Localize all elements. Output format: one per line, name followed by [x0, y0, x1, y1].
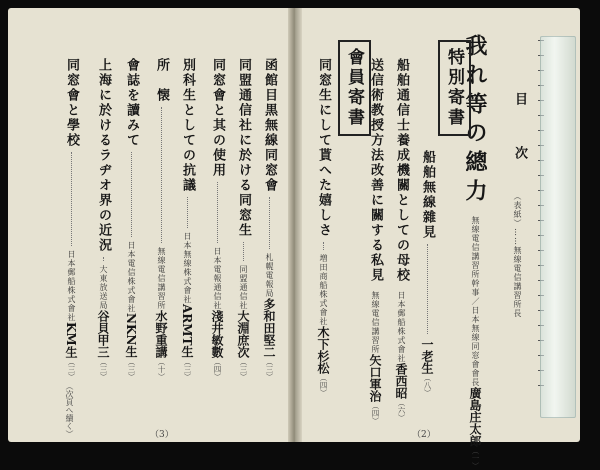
page-number-left: （3）	[150, 430, 174, 440]
member-item-0-leader	[323, 242, 325, 250]
left-item-4-page-ref: （十）	[157, 357, 166, 380]
left-item-7-page-ref: （三）	[67, 357, 76, 380]
member-item-0-title: 同窓生にして貰へた嬉しさ	[316, 58, 331, 238]
left-item-2-affiliation: 日本電報通信社	[213, 246, 222, 310]
left-item-0-page-ref: （三）	[265, 357, 274, 380]
special-item-2-affiliation: 無線電信講習所	[371, 291, 380, 354]
left-item-4	[152, 58, 171, 380]
left-item-1-page-ref: （三）	[239, 357, 248, 380]
main-entry-affiliation: 無線電信講習所幹事／日本無線同窓會會長	[471, 216, 480, 387]
special-item-0-leader	[427, 244, 429, 334]
left-item-5	[122, 58, 141, 380]
left-item-2-title: 同窓會と其の使用	[210, 58, 225, 178]
special-item-1	[392, 58, 411, 422]
left-item-3	[178, 58, 197, 380]
left-item-1-leader	[243, 242, 245, 261]
left-item-0-title: 函館目黒無線同窓會	[262, 58, 277, 193]
left-item-0-leader	[269, 197, 271, 249]
special-item-1-title: 船舶通信士養成機關としての母校	[394, 58, 409, 283]
section-special: 特別寄書	[438, 40, 471, 136]
left-item-1-affiliation: 同盟通信社	[239, 264, 248, 310]
cover-note: （表紙）……無線電信講習所長	[513, 192, 522, 318]
left-item-2-author: 淺井敏數	[210, 309, 224, 358]
special-item-0-page-ref: （八）	[423, 373, 432, 396]
left-item-6-author: 谷貝甲三	[96, 309, 110, 358]
left-item-7-author: KM生	[64, 321, 78, 358]
member-item-0-page-ref: （四）	[319, 373, 328, 396]
page-number-right: （2）	[412, 430, 436, 440]
left-item-5-leader	[131, 152, 133, 237]
left-item-3-affiliation: 日本無線株式會社	[183, 232, 192, 304]
special-item-1-author: 香西昭	[394, 363, 408, 399]
left-item-5-affiliation: 日本電信株式會社	[127, 241, 136, 314]
left-item-0-affiliation: 札幌電報局	[265, 252, 274, 298]
continued-note: （次頁へ續く）	[65, 382, 74, 438]
left-item-6-affiliation: 大東放送局	[99, 264, 108, 310]
special-item-1-affiliation: 日本郵船株式會社	[397, 291, 406, 363]
left-item-4-author: 水野重講	[154, 309, 168, 358]
main-entry-title: 我れ等の總力	[462, 34, 488, 208]
left-item-2	[208, 58, 227, 380]
left-item-7-leader	[71, 152, 73, 246]
special-item-2-author: 矢口軍治	[368, 354, 382, 402]
main-entry-page-ref: （一）	[471, 447, 480, 470]
binder-clip	[540, 36, 576, 418]
left-item-2-page-ref: （四）	[213, 357, 222, 380]
left-item-3-leader	[187, 197, 189, 228]
left-item-3-page-ref: （三）	[183, 357, 192, 380]
left-item-1-title: 同盟通信社に於ける同窓生	[236, 58, 251, 238]
special-item-0-title: 船舶無線雜見	[420, 150, 435, 240]
special-item-1-page-ref: （六）	[397, 399, 406, 422]
left-item-1-author: 大淵庶次	[236, 309, 250, 358]
left-item-5-title: 會誌を讀みて	[124, 58, 139, 148]
left-item-3-title: 別科生としての抗議	[180, 58, 195, 193]
member-item-0-affiliation: 増田商船株式會社	[319, 253, 328, 326]
left-item-4-title: 所 懐	[154, 58, 169, 103]
book-gutter	[288, 8, 302, 442]
special-item-2-title: 送信術教授方法改善に關する私見	[368, 58, 383, 283]
left-item-7-affiliation: 日本郵船株式會社	[67, 249, 76, 322]
special-item-0-author: 一老生	[420, 337, 434, 374]
left-item-6	[94, 58, 113, 380]
left-item-7	[62, 58, 81, 380]
toc-heading: 目 次	[512, 92, 527, 173]
left-item-7-title: 同窓會と學校	[64, 58, 79, 148]
member-item-0-author: 木下杉松	[316, 325, 330, 374]
left-item-0-author: 多和田堅二	[262, 297, 276, 358]
special-item-0	[418, 150, 437, 396]
left-item-2-leader	[217, 182, 219, 243]
special-item-2-page-ref: （四）	[371, 402, 380, 425]
left-item-6-leader	[103, 257, 105, 261]
left-item-3-author: ARMT生	[180, 304, 194, 358]
left-item-5-author: NKN生	[124, 313, 138, 358]
left-item-5-page-ref: （三）	[127, 357, 136, 380]
left-item-6-page-ref: （三）	[99, 357, 108, 380]
left-item-4-leader	[161, 107, 163, 243]
main-entry-author: 廣島庄太郎	[468, 387, 482, 447]
left-item-0	[260, 58, 279, 380]
left-item-4-affiliation: 無線電信講習所	[157, 246, 166, 310]
member-item-0	[314, 58, 333, 396]
section-members: 會員寄書	[338, 40, 371, 136]
left-item-6-title: 上海に於けるラヂオ界の近況	[96, 58, 111, 253]
left-item-1	[234, 58, 253, 380]
